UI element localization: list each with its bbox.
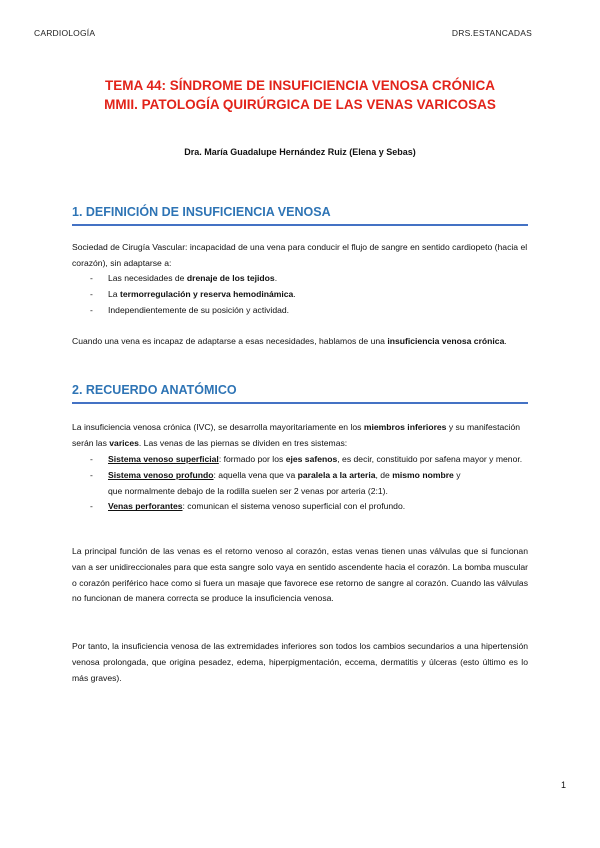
section-1-closing: Cuando una vena es incapaz de adaptarse a esas necesidades, hablamos de una insuficiencia venosa crónica.: [72, 336, 507, 346]
section-2-paragraph-2: Por tanto, la insuficiencia venosa de las extremidades inferiores son todos los cambios secundarios a una hipertensión venosa prolongada, que origina pesadez, edema, hiperpigmentación, eccema, dermatitis y úlceras (esto último es lo más graves).: [72, 641, 528, 683]
page-number: 1: [560, 780, 566, 790]
list-item: - Sistema venoso superficial: formado por los ejes safenos, es decir, constituido por safena mayor y menor.: [90, 454, 523, 464]
list-item: - Las necesidades de drenaje de los tejidos.: [90, 273, 278, 283]
list-item: - Independientemente de su posición y actividad.: [90, 304, 290, 315]
title-line-2: MMII. PATOLOGÍA QUIRÚRGICA DE LAS VENAS VARICOSAS: [104, 97, 496, 112]
section-2-heading: 2. RECUERDO ANATÓMICO: [72, 383, 528, 404]
list-item: - Sistema venoso profundo: aquella vena que va paralela a la arteria, de mismo nombre y que normalmente debajo de la rodilla suelen ser 2 venas por arteria (2:1).: [90, 469, 461, 496]
section-1-list: [72, 271, 532, 318]
section-2-list: [72, 452, 532, 515]
running-header-right: DRS.ESTANCADAS: [451, 28, 532, 38]
document-title: [0, 76, 600, 114]
running-header-left: CARDIOLOGÍA: [34, 28, 96, 38]
section-2-paragraph-1: La principal función de las venas es el retorno venoso al corazón, estas venas tienen unas válvulas que si funcionan van a ser unidireccionales para que esta sangre solo vaya en sentido ascendente hacia el corazón. La bomba muscular o corazón periférico hace como si fuera un masaje que favorece ese retorno de sangre al corazón. Cuando las válvulas no funcionan de manera correcta se produce la insuficiencia venosa.: [72, 546, 528, 604]
title-line-1: TEMA 44: SÍNDROME DE INSUFICIENCIA VENOSA CRÓNICA: [104, 78, 496, 93]
list-item: - La termorregulación y reserva hemodinámica.: [90, 288, 296, 299]
author-line: Dra. María Guadalupe Hernández Ruiz (Elena y Sebas): [184, 147, 416, 157]
section-2-intro: La insuficiencia venosa crónica (IVC), se desarrolla mayoritariamente en los miembros inferiores y su manifestación serán las varices. Las venas de las piernas se dividen en tres sistemas:: [72, 422, 521, 448]
section-1-heading: 1. DEFINICIÓN DE INSUFICIENCIA VENOSA: [72, 205, 528, 226]
section-1-intro: Sociedad de Cirugía Vascular: incapacidad de una vena para conducir el flujo de sangre en sentido cardiopeto (hacia el corazón), sin adaptarse a:: [72, 242, 528, 268]
list-item: - Venas perforantes: comunican el sistema venoso superficial con el profundo.: [90, 501, 406, 512]
